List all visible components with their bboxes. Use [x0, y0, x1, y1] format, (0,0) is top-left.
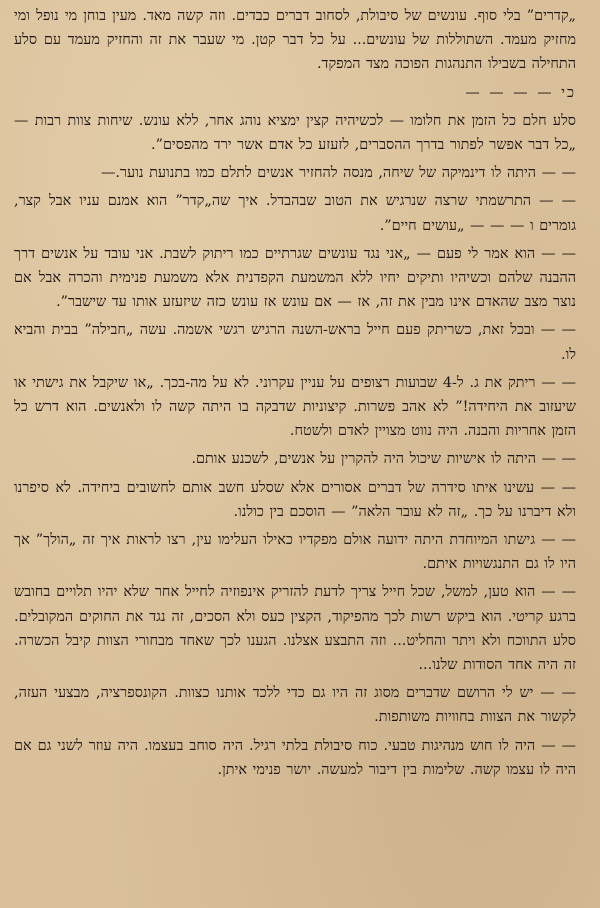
paragraph-8: — — ריתק את ג. ל-4 שבועות רצופים על עניין עקרוני. לא על מה-בכך. „או שיקבל את גישתי או שיעזוב את היחידה!” לא אהב פשרות. קיצוניות שדבקה בו היתה קשה לו ולאנשים. הוא דרש כל הזמן אחריות והבנה. היה נווט מצויין לאדם ולשטח.: [14, 374, 576, 440]
paragraph-14: — — היה לו חוש מנהיגות טבעי. כוח סיבולת בלתי רגיל. היה סוחב בעצמו. היה עוזר לשני גם אם היה לו עצמו קשה. שלימות בין דיבור למעשה. יושר פנימי איתן.: [14, 737, 576, 778]
paragraph-11: — — גישתו המיוחדת היתה ידועה אולם מפקדיו כאילו העלימו עין, רצו לראות איך זה „הולך” אך היו לו גם התנגשויות איתם.: [14, 532, 576, 573]
paragraph-1: „קדרים” בלי סוף. עונשים של סיבולת, לסחוב דברים כבדים. וזה קשה מאד. מעין בוחן מי נופל ומי מחזיק מעמד. השתוללות של עונשים... על כל דבר קטן. מי שעבר את זה והחזיק מעמד עם סלע התחילה בשבילו התנהגות הפוכה מצד המפקד.: [14, 8, 576, 73]
paragraph-3: סלע חלם כל הזמן את חלומו — לכשיהיה קצין ימציא נוהג אחר, ללא עונש. שיחות צוות רבות — „כל דבר אפשר לפתור בדרך ההסברים, לזעזע כל אדם אשר ירד מהפסים”.: [14, 112, 576, 154]
paragraph-9: — — היתה לו אישיות שיכול היה להקרין על אנשים, לשכנע אותם.: [191, 451, 576, 468]
paragraph-2: כי — — — —: [465, 84, 576, 101]
paragraph-10: — — עשינו איתו סידרה של דברים אסורים אלא שסלע חשב אותם לחשובים ביחידה. לא סיפרנו ולא דיברנו על כך. „זה לא עובר הלאה” — הוסכם בין כולנו.: [14, 479, 576, 520]
paragraph-6: — — הוא אמר לי פעם — „אני נגד עונשים שגרתיים כמו ריתוק לשבת. אני עובד על אנשים דרך ההבנה שלהם וכשיהיו ותיקים יחיו ללא המשמעת הקפדנית אלא משמעת פנימית והכרה אבל אם נוצר מצב שהאדם אינו מבין את זה, אז — אם עונש אז עונש כזה שיזעזע אותו עד שישבר”.: [14, 245, 576, 311]
paragraph-5: — — התרשמתי שרצה שנרגיש את הטוב שבהבדל. איך שה„קדר” הוא אמנם עניו אבל קצר, גומרים ו — — — „עושים חיים”.: [14, 193, 576, 234]
paragraph-4: — — היתה לו דינמיקה של שיחה, מנסה להחזיר אנשים לתלם כמו בתנועת נוער.—: [101, 165, 576, 182]
paragraph-13: — — יש לי הרושם שדברים מסוג זה היו גם כדי ללכד אותנו כצוות. הקונספרציה, מבצעי העזה, לקשור את הצוות בחוויות משותפות.: [14, 685, 576, 726]
paragraph-7: — — ובכל זאת, כשריתק פעם חייל בראש-השנה הרגיש רגשי אשמה. עשה „חבילה” בבית והביא לו.: [14, 322, 576, 363]
paragraph-12: — — הוא טען, למשל, שכל חייל צריך לדעת להזריק אינפוזיה לחייל אחר שלא יהיו תלויים בחובש ברגע קריטי. הוא ביקש רשות לכך מהפיקוד, הקצין כעס ולא הסכים, זה נגד את החוקים המקובלים. סלע התווכח ולא ויתר והחליט... וזה התבצע אצלנו. הגענו לכך שאחד מבחורי הצוות קיבל הכשרה. זה היה אחד הסודות שלנו...: [14, 584, 576, 674]
